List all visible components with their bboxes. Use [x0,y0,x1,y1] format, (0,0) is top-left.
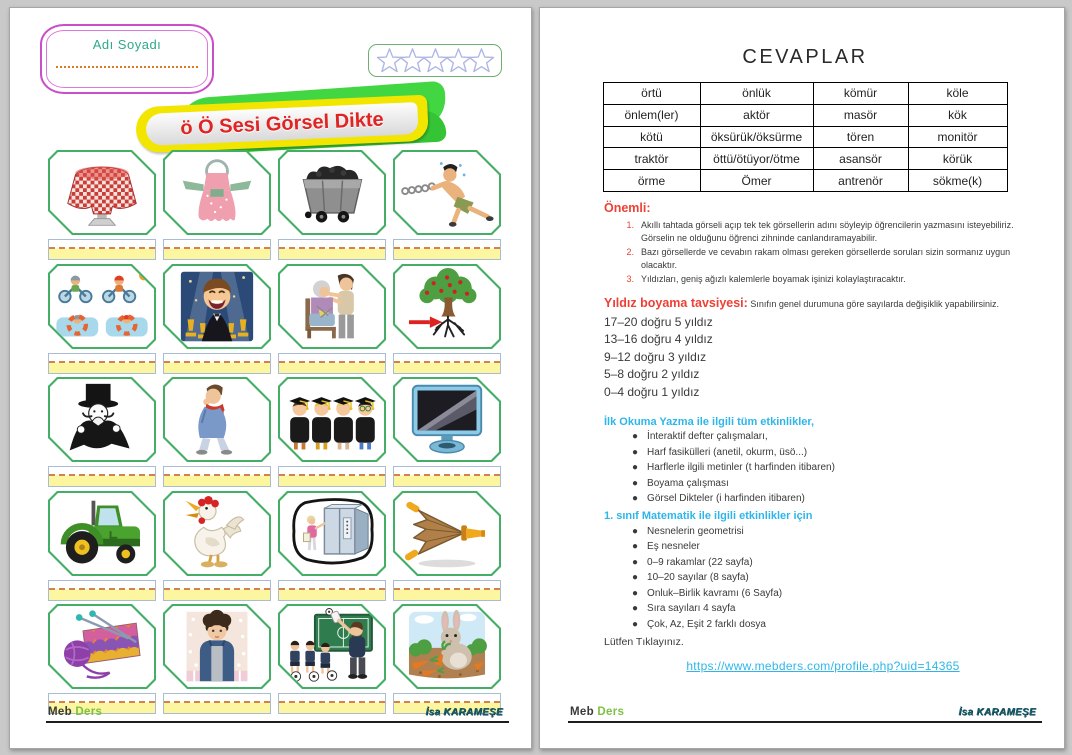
math-item [632,603,1042,615]
score-line: 13–16 doğru 4 yıldız [604,332,713,347]
actor-illustration [167,268,267,345]
picture-cell-orme [48,604,156,689]
bullet-icon: ● [632,587,639,599]
answer-line[interactable] [48,239,156,260]
picture-cell-oksuruk [163,377,271,462]
answer-line[interactable] [163,466,271,487]
item-text: 0–9 rakamlar (22 sayfa) [647,556,753,568]
logo-meb: Meb [48,706,72,718]
math-item [632,619,1042,631]
author-signature: İsa KARAMEŞE [958,707,1036,718]
answer-cell: aktör [700,104,813,126]
bullet-icon: ● [632,541,639,553]
answer-line[interactable] [48,353,156,374]
crowing-rooster-illustration [167,495,267,572]
computer-monitor-illustration [397,381,497,458]
answer-line[interactable] [278,580,386,601]
reading-item [632,478,1042,490]
answer-line[interactable] [393,239,501,260]
star-icon [468,47,495,74]
name-surname-label: Adı Soyadı [92,37,162,52]
picture-cell-onluk [163,150,271,235]
answers-page [539,7,1065,749]
item-text: Eş nesneler [647,541,700,553]
answer-cell: Ömer [700,170,813,192]
item-text: Akıllı tahtada görseli açıp tek tek görsellerin adını söyleyip öğrencilerin yazmasını isteyebiliriz. Görselin ne olduğunu öğrenci zihninde canlandıramayabilir. [641,219,1014,243]
item-text: Görsel Dikteler (i harfinden itibaren) [647,493,805,505]
item-text: Nesnelerin geometrisi [647,525,744,537]
important-heading: Önemli: [604,200,651,215]
picture-cell-kole [393,150,501,235]
bullet-icon: ● [632,477,639,489]
reading-item [632,447,1042,459]
math-item [632,572,1042,584]
star-advice-text: Sınıfın genel durumuna göre sayılarda değişiklik yapabilirsiniz. [750,298,999,309]
answer-cell: örme [603,170,700,192]
mebders-logo [570,706,624,718]
bullet-icon: ● [632,556,639,568]
answer-line[interactable] [48,580,156,601]
picture-cell-antrenor [278,604,386,689]
item-text: Yıldızları, geniş ağızlı kalemlerle boyamak işinizi kolaylaştıracaktır. [641,274,906,285]
picture-cell-komur [278,150,386,235]
answer-cell: önlük [700,83,813,105]
mebders-logo [48,706,102,718]
item-text: Sıra sayıları 4 sayfa [647,603,736,615]
massage-illustration [282,268,382,345]
answer-line[interactable] [163,580,271,601]
rabbit-pulling-carrots-illustration [397,608,497,685]
item-text: Çok, Az, Eşit 2 farklı dosya [647,618,766,630]
answer-line[interactable] [278,466,386,487]
important-item [624,219,1042,244]
answer-cell: sökme(k) [908,170,1007,192]
worksheet-page [9,7,532,749]
answer-line[interactable] [163,693,271,714]
answer-line[interactable] [393,353,501,374]
answer-cell: masör [813,104,908,126]
table-row [603,170,1007,192]
coal-cart-illustration [282,154,382,231]
math-item [632,588,1042,600]
item-text: Harflerle ilgili metinler (t harfinden itibaren) [647,462,835,474]
logo-meb: Meb [570,706,594,718]
graduation-ceremony-illustration [282,381,382,458]
score-line: 9–12 doğru 3 yıldız [604,349,707,364]
item-text: Harf fasikülleri (anetil, okurm, üsö...) [647,446,808,458]
table-row [603,126,1007,148]
answer-cell: kötü [603,126,700,148]
picture-cell-omer [163,604,271,689]
profile-link-line [604,657,1042,675]
banner-inner-panel [145,102,418,146]
answer-cell: öksürük/öksürme [700,126,813,148]
picture-cell-monitor [393,377,501,462]
answer-cell: önlem(ler) [603,104,700,126]
boy-portrait-illustration [167,608,267,685]
answer-line[interactable] [278,693,386,714]
answer-line[interactable] [278,239,386,260]
math-section-heading: 1. sınıf Matematik ile ilgili etkinlikler için [604,510,813,523]
math-item [632,541,1042,553]
score-line: 0–4 doğru 1 yıldız [604,384,700,399]
bullet-icon: ● [632,572,639,584]
answer-cell: körük [908,148,1007,170]
item-text: Bazı görsellerde ve cevabın rakam olması gereken görsellerde soruları sizin sormanız uygun olacaktır. [641,247,1011,270]
answer-cell: köle [908,83,1007,105]
profile-link[interactable]: https://www.mebders.com/profile.php?uid=14365 [686,658,960,673]
tree-root-illustration [397,268,497,345]
table-row [603,83,1007,105]
picture-cell-koruk [393,491,501,576]
star-advice-line [604,295,1042,311]
page-title: ö Ö Sesi Görsel Dikte [179,108,385,139]
answer-cell: antrenör [813,170,908,192]
villain-illustration [52,381,152,458]
picture-cell-traktor [48,491,156,576]
picture-cell-onlem [48,264,156,349]
answers-table [603,82,1008,192]
logo-ders: Ders [75,706,103,718]
item-number: 1. [626,219,634,230]
picture-cell-ortu [48,150,156,235]
footer-divider [46,721,509,723]
item-number: 2. [626,247,634,258]
bullet-icon: ● [632,525,639,537]
bullet-icon: ● [632,603,639,615]
star-advice-label: Yıldız boyama tavsiyesi: [604,295,748,310]
bullet-icon: ● [632,431,639,443]
answer-cell: traktör [603,148,700,170]
item-text: Boyama çalışması [647,477,729,489]
answer-cell: örtü [603,83,700,105]
safety-precautions-illustration [52,268,152,345]
title-banner [136,92,436,152]
bullet-icon: ● [632,446,639,458]
answer-cell: öttü/ötüyor/ötme [700,148,813,170]
answer-cell: tören [813,126,908,148]
picture-cell-asansor [278,491,386,576]
important-item [624,273,1042,286]
picture-cell-kotu [48,377,156,462]
bullet-icon: ● [632,462,639,474]
reading-item [632,493,1042,505]
score-list [604,315,1042,399]
item-text: İnteraktif defter çalışmaları, [647,431,768,443]
answer-cell: monitör [908,126,1007,148]
bullet-icon: ● [632,493,639,505]
name-write-line[interactable] [56,66,198,68]
table-row [603,104,1007,126]
score-line: 17–20 doğru 5 yıldız [604,314,713,329]
answer-line[interactable] [48,466,156,487]
answer-cell: kök [908,104,1007,126]
answers-title: CEVAPLAR [742,46,868,68]
answer-line[interactable] [393,580,501,601]
footer-divider [568,721,1042,723]
important-item [624,246,1042,271]
elevator-illustration [282,495,382,572]
picture-cell-toren [278,377,386,462]
reading-item [632,462,1042,474]
click-instruction: Lütfen Tıklayınız. [604,635,684,648]
item-text: 10–20 sayılar (8 sayfa) [647,572,749,584]
coughing-man-illustration [167,381,267,458]
picture-cell-sokme [393,604,501,689]
star-rating-box [368,44,502,77]
item-text: Onluk–Birlik kavramı (6 Sayfa) [647,587,783,599]
notes-sections [604,201,1042,675]
picture-cell-masor [278,264,386,349]
picture-cell-otme [163,491,271,576]
math-item [632,557,1042,569]
apron-illustration [167,154,267,231]
knitting-illustration [52,608,152,685]
reading-section-heading: İlk Okuma Yazma ile ilgili tüm etkinlikler, [604,415,815,428]
football-coach-illustration [282,608,382,685]
answer-line[interactable] [278,353,386,374]
reading-item [632,431,1042,443]
slave-in-chains-illustration [397,154,497,231]
bullet-icon: ● [632,618,639,630]
author-signature: İsa KARAMEŞE [425,707,503,718]
bellows-illustration [397,495,497,572]
tractor-illustration [52,495,152,572]
answer-cell: kömür [813,83,908,105]
answer-line[interactable] [163,353,271,374]
score-line: 5–8 doğru 2 yıldız [604,367,700,382]
picture-cell-aktor [163,264,271,349]
name-surname-frame [40,24,214,94]
picture-cell-kok [393,264,501,349]
answer-cell: asansör [813,148,908,170]
logo-ders: Ders [597,706,625,718]
answer-line[interactable] [393,466,501,487]
answer-line[interactable] [163,239,271,260]
math-item [632,526,1042,538]
tablecloth-illustration [52,154,152,231]
item-number: 3. [626,274,634,285]
table-row [603,148,1007,170]
answers-content [564,46,1046,675]
